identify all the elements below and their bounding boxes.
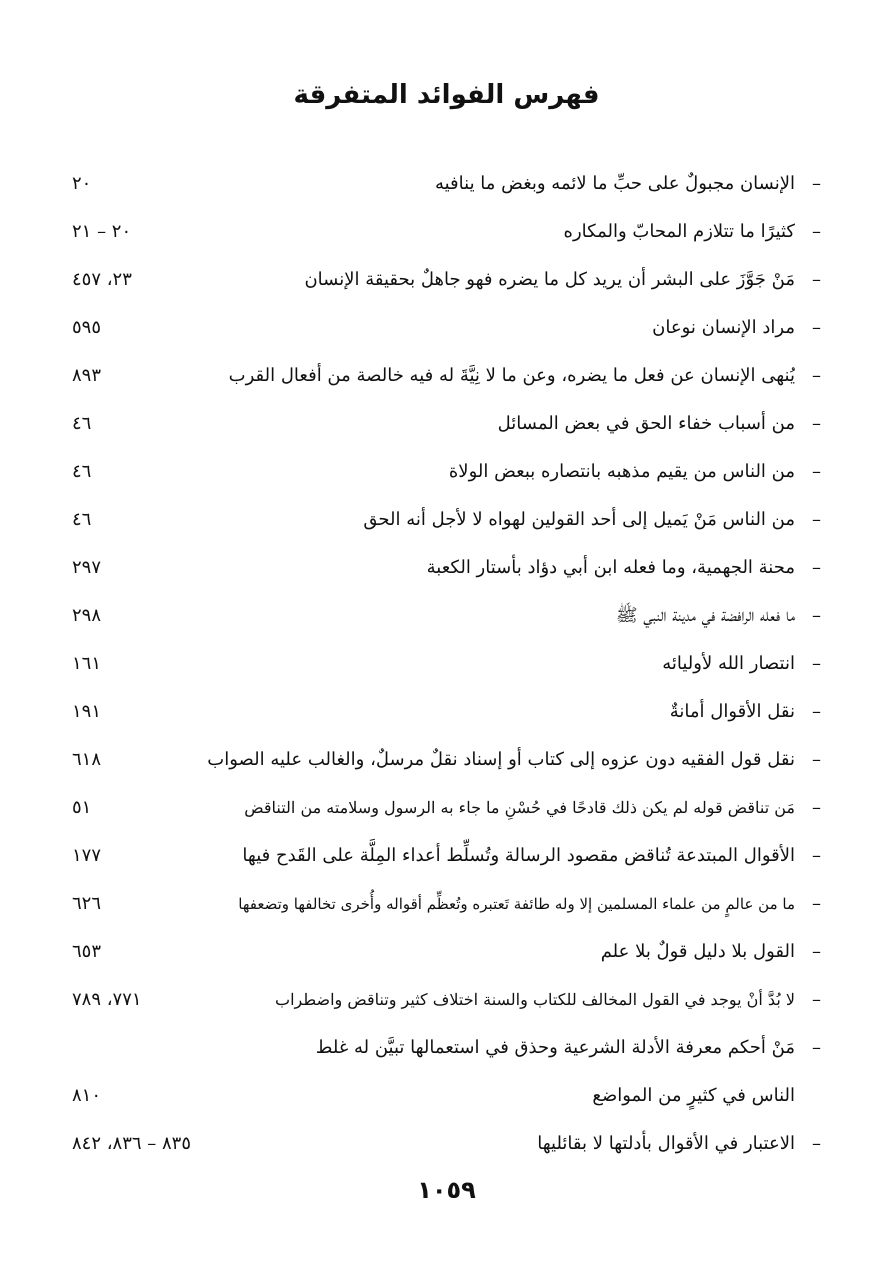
entry-text-line-1: مَنْ أحكم معرفة الأدلة الشرعية وحذق في استعمالها تبيَّن له غلط xyxy=(315,1037,795,1058)
dash-bullet: – xyxy=(812,509,821,530)
entry-pages: ٤٦ xyxy=(72,413,92,434)
entry-pages: ٤٦ xyxy=(72,509,92,530)
page-number: ١٠٥٩ xyxy=(417,1176,476,1204)
list-item xyxy=(72,832,821,880)
dash-bullet: – xyxy=(812,221,821,242)
list-item xyxy=(72,160,821,208)
dash-bullet: – xyxy=(812,413,821,434)
list-item xyxy=(72,1024,821,1120)
list-item xyxy=(72,736,821,784)
list-item xyxy=(72,640,821,688)
entry-pages: ١٦١ xyxy=(72,653,102,674)
list-item xyxy=(72,592,821,640)
list-item xyxy=(72,256,821,304)
entry-pages: ٨٩٣ xyxy=(72,365,102,386)
list-item xyxy=(72,448,821,496)
list-item xyxy=(72,1120,821,1168)
page-title: فهرس الفوائد المتفرقة xyxy=(293,80,600,110)
list-item xyxy=(72,304,821,352)
entry-text: نقل الأقوال أمانةٌ xyxy=(669,701,795,722)
entry-pages: ٥٩٥ xyxy=(72,317,102,338)
list-item xyxy=(72,784,821,832)
entry-text xyxy=(125,1024,795,1120)
entry-text: لا بُدَّ أنْ يوجد في القول المخالف للكتاب والسنة اختلاف كثير وتناقض واضطراب xyxy=(275,990,795,1009)
entry-pages: ٥١ xyxy=(72,797,92,818)
entry-pages: ٢٠ xyxy=(72,173,92,194)
entry-text: مراد الإنسان نوعان xyxy=(652,317,795,338)
entry-pages: ٢٣، ٤٥٧ xyxy=(72,269,132,290)
entry-text: القول بلا دليل قولٌ بلا علم xyxy=(600,941,795,962)
entry-text-line-2: الناس في كثيرٍ من المواضع xyxy=(592,1085,795,1106)
list-item xyxy=(72,880,821,928)
dash-bullet: – xyxy=(812,797,821,818)
dash-bullet: – xyxy=(812,605,821,626)
entry-text: مَن تناقض قوله لم يكن ذلك قادحًا في حُسْنِ ما جاء به الرسول وسلامته من التناقض xyxy=(244,798,795,817)
entry-text: ما فعله الرافضة في مدينة النبي ﷺ xyxy=(615,605,795,626)
entry-text: نقل قول الفقيه دون عزوه إلى كتاب أو إسناد نقلٌ مرسلٌ، والغالب عليه الصواب xyxy=(207,749,795,770)
dash-bullet: – xyxy=(812,941,821,962)
entry-list xyxy=(72,160,821,1168)
entry-text: يُنهى الإنسان عن فعل ما يضره، وعن ما لا نِيَّةَ له فيه خالصة من أفعال القرب xyxy=(228,365,795,386)
dash-bullet: – xyxy=(812,557,821,578)
list-item xyxy=(72,928,821,976)
entry-text: من أسباب خفاء الحق في بعض المسائل xyxy=(497,413,795,434)
entry-pages: ١٩١ xyxy=(72,701,102,722)
dash-bullet: – xyxy=(812,1037,821,1058)
entry-pages: ٨٣٥ – ٨٣٦، ٨٤٢ xyxy=(72,1133,192,1154)
entry-text: انتصار الله لأوليائه xyxy=(662,653,795,674)
entry-text: ما من عالمٍ من علماء المسلمين إلا وله طائفة تَعتبره وتُعظِّم أقواله وأُخرى تخالفها وتضعفها xyxy=(238,895,795,913)
dash-bullet: – xyxy=(812,269,821,290)
dash-bullet: – xyxy=(812,365,821,386)
dash-bullet: – xyxy=(812,173,821,194)
entry-pages: ٢٠ – ٢١ xyxy=(72,221,132,242)
entry-pages: ٦١٨ xyxy=(72,749,102,770)
dash-bullet: – xyxy=(812,893,821,914)
entry-pages: ٤٦ xyxy=(72,461,92,482)
list-item xyxy=(72,496,821,544)
list-item xyxy=(72,544,821,592)
list-item xyxy=(72,688,821,736)
entry-text: محنة الجهمية، وما فعله ابن أبي دؤاد بأستار الكعبة xyxy=(426,557,795,578)
entry-text: من الناس مَنْ يَميل إلى أحد القولين لهواه لا لأجل أنه الحق xyxy=(363,509,795,530)
dash-bullet: – xyxy=(812,653,821,674)
dash-bullet: – xyxy=(812,845,821,866)
list-item xyxy=(72,352,821,400)
dash-bullet: – xyxy=(812,989,821,1010)
list-item xyxy=(72,976,821,1024)
dash-bullet: – xyxy=(812,461,821,482)
list-item xyxy=(72,400,821,448)
dash-bullet: – xyxy=(812,317,821,338)
entry-text: الأقوال المبتدعة تُناقض مقصود الرسالة وتُسلِّط أعداء المِلَّة على القَدح فيها xyxy=(242,845,795,866)
entry-pages: ٦٥٣ xyxy=(72,941,102,962)
dash-bullet: – xyxy=(812,701,821,722)
dash-bullet: – xyxy=(812,749,821,770)
entry-pages: ٧٧١، ٧٨٩ xyxy=(72,989,142,1010)
entry-text: كثيرًا ما تتلازم المحابّ والمكاره xyxy=(563,221,795,242)
entry-text: الإنسان مجبولٌ على حبِّ ما لائمه وبغض ما ينافيه xyxy=(434,173,795,194)
entry-pages: ١٧٧ xyxy=(72,845,102,866)
entry-text: مَنْ جَوَّزَ على البشر أن يريد كل ما يضره فهو جاهلٌ بحقيقة الإنسان xyxy=(304,269,795,290)
dash-bullet: – xyxy=(812,1133,821,1154)
entry-pages: ٨١٠ xyxy=(72,1085,102,1106)
entry-pages: ٢٩٧ xyxy=(72,557,102,578)
entry-pages: ٦٢٦ xyxy=(72,893,102,914)
entry-text: الاعتبار في الأقوال بأدلتها لا بقائليها xyxy=(537,1133,795,1154)
entry-pages: ٢٩٨ xyxy=(72,605,102,626)
list-item xyxy=(72,208,821,256)
entry-text: من الناس من يقيم مذهبه بانتصاره ببعض الولاة xyxy=(448,461,795,482)
